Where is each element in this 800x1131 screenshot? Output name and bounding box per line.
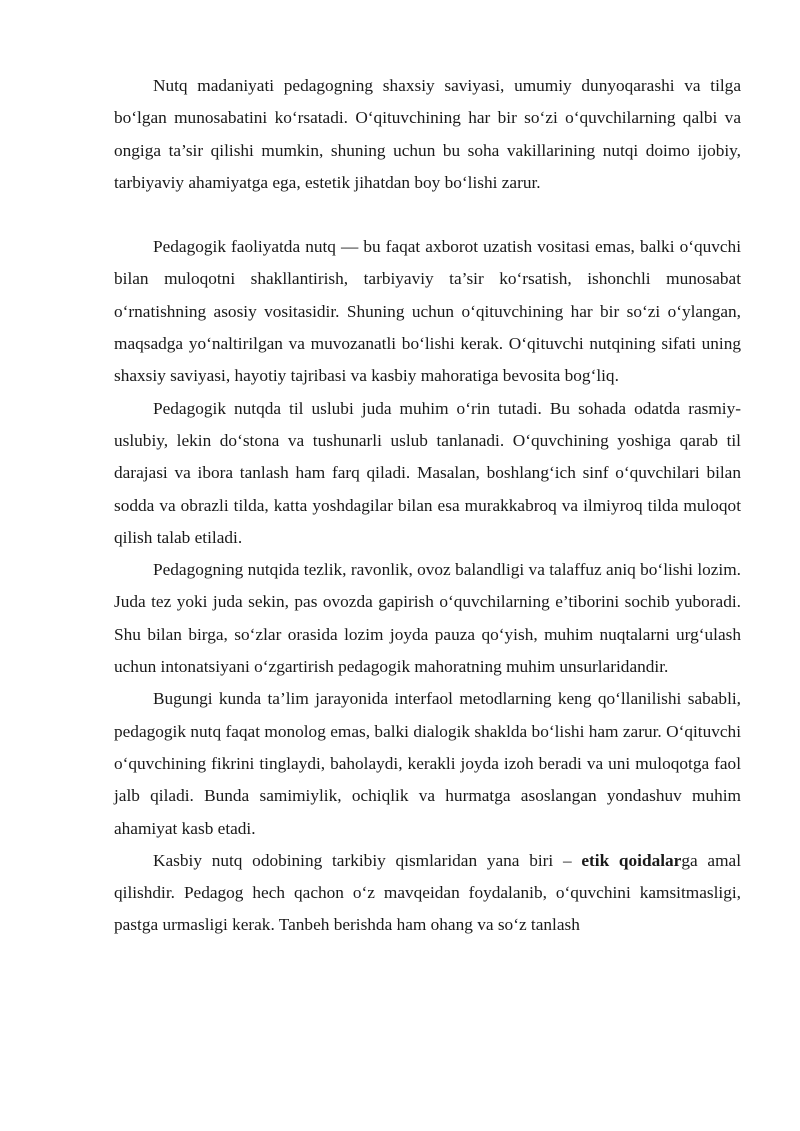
- paragraph-6-text-after: ga amal qilishdir. Pedagog hech qachon o‘z mavqeidan foydalanib, o‘quvchini kamsitmasligi, pastga urmasligi kerak. Tanbeh berishda ham ohang va so‘z tanlash: [114, 850, 742, 935]
- paragraph-6: [114, 845, 741, 942]
- paragraph-4: Pedagogning nutqida tezlik, ravonlik, ovoz balandligi va talaffuz aniq bo‘lishi lozim. Juda tez yoki juda sekin, pas ovozda gapirish o‘quvchilarning e’tiborini sochib yuboradi. Shu bilan birga, so‘zlar orasida lozim joyda pauza qo‘yish, muhim nuqtalarni urg‘ulash uchun intonatsiyani o‘zgartirish pedagogik mahoratning muhim unsurlaridandir.: [114, 560, 741, 677]
- paragraph-1: Nutq madaniyati pedagogning shaxsiy saviyasi, umumiy dunyoqarashi va tilga bo‘lgan munosabatini ko‘rsatadi. O‘qituvchining har bir so‘zi o‘quvchilarning qalbi va ongiga ta’sir qilishi mumkin, shuning uchun bu soha vakillarining nutqi doimo ijobiy, tarbiyaviy ahamiyatga ega, estetik jihatdan boy bo‘lishi zarur.: [114, 76, 741, 192]
- paragraph-3: Pedagogik nutqda til uslubi juda muhim o‘rin tutadi. Bu sohada odatda rasmiy-uslubiy, lekin do‘stona va tushunarli uslub tanlanadi. O‘quvchining yoshiga qarab til darajasi va ibora tanlash ham farq qiladi. Masalan, boshlang‘ich sinf o‘quvchilari bilan sodda va obrazli tilda, katta yoshdagilar bilan esa murakkabroq va ilmiyroq tilda muloqot qilish talab etiladi.: [114, 398, 741, 547]
- paragraph-2: Pedagogik faoliyatda nutq — bu faqat axborot uzatish vositasi emas, balki o‘quvchi bilan muloqotni shakllantirish, tarbiyaviy ta’sir ko‘rsatish, ishonchli munosabat o‘rnatishning asosiy vositasidir. Shuning uchun o‘qituvchining har bir so‘zi o‘ylangan, maqsadga yo‘naltirilgan va muvozanatli bo‘lishi kerak. O‘qituvchi nutqining sifati uning shaxsiy saviyasi, hayotiy tajribasi va kasbiy mahoratiga bevosita bog‘liq.: [114, 237, 741, 386]
- paragraph-6-text-before: Kasbiy nutq odobining tarkibiy qismlaridan yana biri –: [153, 850, 582, 870]
- paragraph-5: Bugungi kunda ta’lim jarayonida interfaol metodlarning keng qo‘llanilishi sababli, pedagogik nutq faqat monolog emas, balki dialogik shaklda bo‘lishi ham zarur. O‘qituvchi o‘quvchining fikrini tinglaydi, baholaydi, kerakli joyda izoh beradi va uni muloqotga faol jalb qiladi. Bunda samimiylik, ochiqlik va hurmatga asoslangan yondashuv muhim ahamiyat kasb etadi.: [114, 689, 741, 838]
- document-page: [114, 70, 741, 942]
- bold-term: etik qoidalar: [581, 850, 682, 870]
